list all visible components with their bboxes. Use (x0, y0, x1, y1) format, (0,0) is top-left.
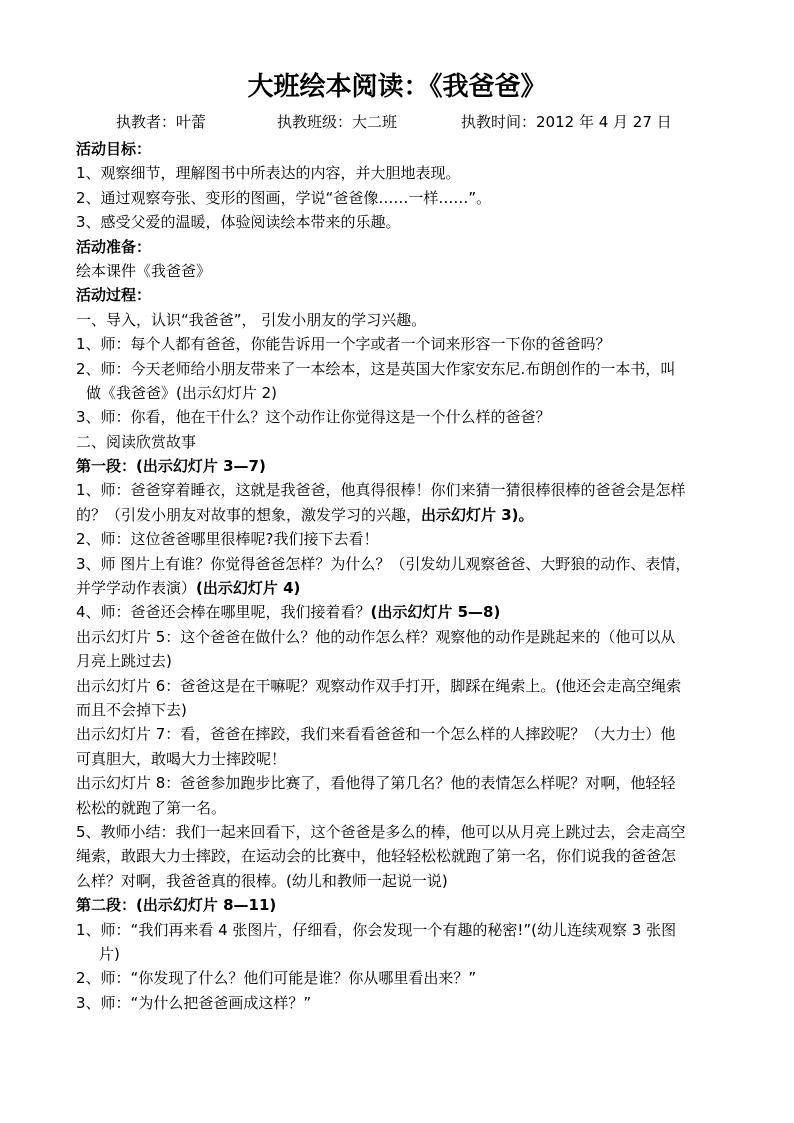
line-text: 可真胆大，敢喝大力士摔跤呢！ (76, 749, 287, 768)
text-line (76, 332, 726, 356)
text-line (76, 430, 726, 454)
text-line (76, 405, 726, 429)
line-text: 1、师：爸爸穿着睡衣，这就是我爸爸，他真得很棒！你们来猜一猜很棒很棒的爸爸会是怎样 (76, 481, 686, 500)
text-line (76, 869, 726, 893)
text-line (76, 478, 726, 502)
line-text: 2、师：这位爸爸哪里很棒呢?我们接下去看！ (76, 530, 379, 549)
line-bold-tail: (出示幻灯片 5—8) (370, 603, 501, 622)
text-line (76, 552, 726, 576)
text-line (76, 991, 726, 1015)
line-text: 活动目标： (76, 140, 152, 158)
document-body (76, 137, 726, 1015)
text-line (76, 722, 726, 746)
text-line (76, 698, 726, 722)
line-text: 3、师：“为什么把爸爸画成这样？” (76, 993, 312, 1012)
text-line (76, 527, 726, 551)
line-text: 4、师：爸爸还会棒在哪里呢，我们接着看？ (76, 603, 371, 622)
line-bold-tail: (出示幻灯片 4) (196, 579, 301, 598)
text-line (76, 600, 726, 624)
line-text: 5、教师小结：我们一起来回看下，这个爸爸是多么的棒，他可以从月亮上跳过去，会走高空 (76, 822, 686, 841)
text-line (76, 503, 726, 527)
line-text: 3、师：你看，他在干什么？这个动作让你觉得这是一个什么样的爸爸？ (76, 408, 551, 427)
text-line (76, 820, 726, 844)
text-line (76, 649, 726, 673)
line-text: 的？（引发小朋友对故事的想象，激发学习的兴趣， (76, 505, 422, 524)
line-text: 绘本课件《我爸爸》 (76, 261, 212, 280)
line-text: 做《我爸爸》(出示幻灯片 2) (86, 383, 278, 402)
line-text: 出示幻灯片 5：这个爸爸在做什么？他的动作怎么样？观察他的动作是跳起来的（他可以从 (76, 627, 676, 646)
text-line (76, 942, 726, 966)
line-text: 2、师：“你发现了什么？他们可能是谁？你从哪里看出来？” (76, 969, 477, 988)
line-text: 2、通过观察夸张、变形的图画，学说“爸爸像……一样……”。 (76, 188, 492, 207)
text-line (76, 747, 726, 771)
text-line (76, 308, 726, 332)
line-text: 二、阅读欣赏故事 (76, 432, 197, 451)
text-line (76, 283, 726, 307)
text-line (76, 235, 726, 259)
teacher-info: 执教者：叶蕾 (116, 113, 207, 131)
text-line (76, 381, 726, 405)
text-line (76, 210, 726, 234)
text-line (76, 844, 726, 868)
text-line (76, 161, 726, 185)
line-text: 松松的就跑了第一名。 (76, 798, 227, 817)
line-text: 片) (99, 944, 120, 963)
text-line (76, 576, 726, 600)
text-line (76, 918, 726, 942)
text-line (76, 186, 726, 210)
text-line (76, 259, 726, 283)
text-line (76, 893, 726, 917)
line-text: 1、观察细节，理解图书中所表达的内容，并大胆地表现。 (76, 164, 461, 183)
line-text: 1、师：“我们再来看 4 张图片，仔细看，你会发现一个有趣的秘密!”(幼儿连续观察 3 张图 (76, 920, 677, 939)
line-text: 出示幻灯片 7：看，爸爸在摔跤，我们来看看爸爸和一个怎么样的人摔跤呢？（大力士）他 (76, 725, 676, 744)
text-line (76, 137, 726, 161)
text-line (76, 771, 726, 795)
line-text: 绳索，敢跟大力士摔跤，在运动会的比赛中，他轻轻松松就跑了第一名，你们说我的爸爸怎 (76, 847, 677, 866)
line-bold-tail: 出示幻灯片 3)。 (421, 505, 534, 524)
page-title: 大班绘本阅读：《我爸爸》 (247, 72, 547, 102)
text-line (76, 454, 726, 478)
text-line (76, 796, 726, 820)
line-text: 月亮上跳过去) (76, 652, 172, 671)
text-line (76, 625, 726, 649)
line-text: 而且不会掉下去) (76, 700, 187, 719)
line-text: 么样？对啊，我爸爸真的很棒。(幼儿和教师一起说一说) (76, 871, 448, 890)
line-text: 出示幻灯片 8：爸爸参加跑步比赛了，看他得了第几名？他的表情怎么样呢？对啊，他轻轻 (76, 774, 676, 793)
time-info: 执教时间：2012 年 4 月 27 日 (461, 113, 672, 131)
line-text: 一、导入，认识“我爸爸”， 引发小朋友的学习兴趣。 (76, 310, 427, 329)
line-text: 并学学动作表演） (76, 579, 197, 598)
line-text: 第一段：(出示幻灯片 3—7) (76, 457, 266, 476)
text-line (76, 674, 726, 698)
line-text: 出示幻灯片 6：爸爸这是在干嘛呢？观察动作双手打开，脚踩在绳索上。(他还会走高空绳索 (76, 676, 682, 695)
line-text: 第二段：(出示幻灯片 8—11) (76, 896, 277, 915)
line-text: 3、感受父爱的温暖，体验阅读绘本带来的乐趣。 (76, 213, 401, 232)
text-line (76, 966, 726, 990)
line-text: 1、师：每个人都有爸爸，你能告诉用一个字或者一个词来形容一下你的爸爸吗？ (76, 335, 611, 354)
line-text: 2、师：今天老师给小朋友带来了一本绘本，这是英国大作家安东尼.布朗创作的一本书，叫 (76, 359, 676, 378)
line-text: 3、师 图片上有谁？你觉得爸爸怎样？为什么？（引发幼儿观察爸爸、大野狼的动作、表情， (76, 554, 691, 573)
text-line (76, 357, 726, 381)
line-text: 活动准备： (76, 237, 152, 256)
line-text: 活动过程： (76, 286, 152, 305)
class-info: 执教班级：大二班 (277, 113, 398, 131)
